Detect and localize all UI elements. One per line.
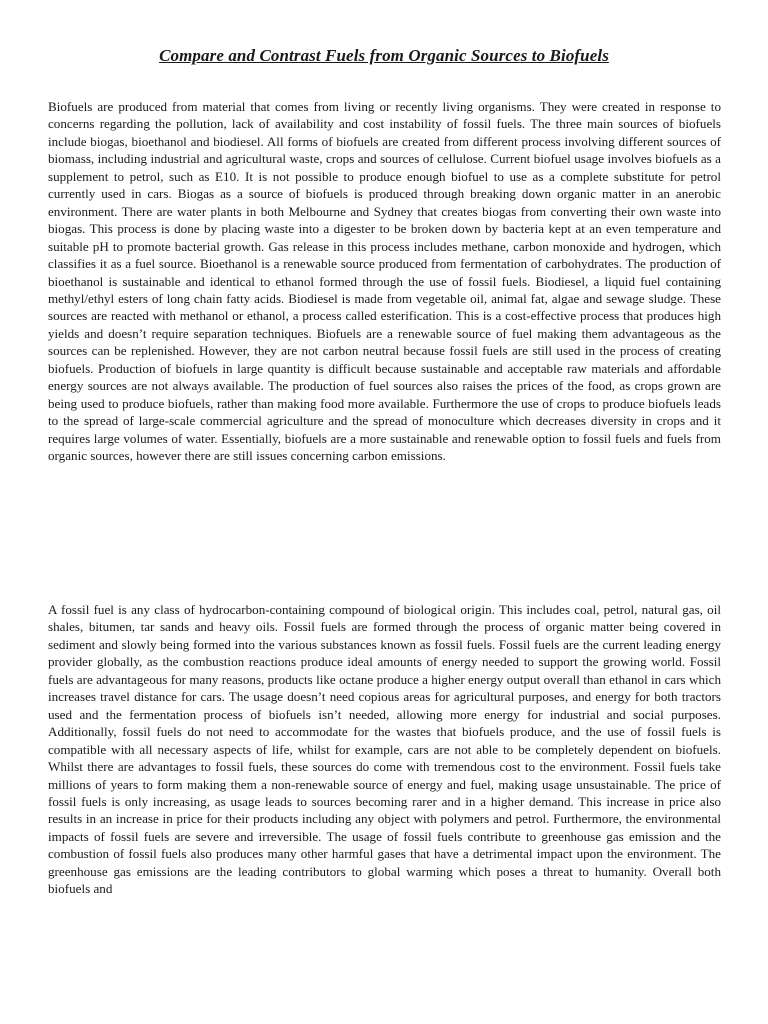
document-title: Compare and Contrast Fuels from Organic Sources to Biofuels	[159, 46, 609, 65]
paragraph-biofuels: Biofuels are produced from material that comes from living or recently living organisms. They were created in response to concerns regarding the pollution, lack of availability and cost instability of fossil fuels. The three main sources of biofuels include biogas, bioethanol and biodiesel. All forms of biofuels are created from different process involving different sources of biomass, including industrial and agricultural waste, crops and sources of cellulose. Current biofuel usage involves biofuels as a supplement to petrol, such as E10. It is not possible to produce enough biofuel to use as a complete substitute for petrol currently used in cars. Biogas as a source of biofuels is produced through breaking down organic matter in an anerobic environment. There are water plants in both Melbourne and Sydney that creates biogas from converting their own waste into biogas. This process is done by placing waste into a digester to be broken down by bacteria kept at an even temperature and suitable pH to promote bacterial growth. Gas release in this process includes methane, carbon monoxide and hydrogen, which classifies it as a fuel source. Bioethanol is a renewable source produced from fermentation of carbohydrates. The production of bioethanol is sustainable and identical to ethanol formed through the use of fossil fuels. Biodiesel, a liquid fuel containing methyl/ethyl esters of long chain fatty acids. Biodiesel is made from vegetable oil, animal fat, algae and sewage sludge. These sources are reacted with methanol or ethanol, a process called esterification. This is a cost-effective process that produces high yields and doesn’t require separation techniques. Biofuels are a renewable source of fuel making them advantageous as the sources can be replenished. However, they are not carbon neutral because fossil fuels are still used in the process of creating biofuels. Production of biofuels in large quantity is difficult because sustainable and acceptable raw materials and affordable energy sources are not always available. The production of fuel sources also raises the prices of the food, as crops grown are being used to produce biofuels, rather than making food more available. Furthermore the use of crops to produce biofuels leads to the spread of large-scale commercial agriculture and the spread of monoculture which decreases diversity in crops and it requires large volumes of water. Essentially, biofuels are a more sustainable and renewable option to fossil fuels and fuels from organic sources, however there are still issues concerning carbon emissions.	[48, 99, 721, 464]
paragraph-fossil-fuels: A fossil fuel is any class of hydrocarbon-containing compound of biological origin. This includes coal, petrol, natural gas, oil shales, bitumen, tar sands and heavy oils. Fossil fuels are formed through the process of organic matter being covered in sediment and slowly being formed into the various substances known as fossil fuels. Fossil fuels are the current leading energy provider globally, as the combustion reactions produce ideal amounts of energy needed to support the growing world. Fossil fuels are advantageous for many reasons, products like octane produce a higher energy output overall than ethanol in cars which increases travel distance for cars. The usage doesn’t need copious areas for agricultural purposes, and energy for both tractors used and the fermentation process of biofuels isn’t needed, allowing more energy for industrial and social purposes. Additionally, fossil fuels do not need to accommodate for the wastes that biofuels produce, and the use of fossil fuels is compatible with all necessary aspects of life, whilst for example, cars are not able to be completely dependent on biofuels. Whilst there are advantages to fossil fuels, these sources do come with tremendous cost to the environment. Fossil fuels take millions of years to form making them a non-renewable source of energy and fuel, making usage unsustainable. The price of fossil fuels is only increasing, as usage leads to sources becoming rarer and in a higher demand. This increase in price also results in an increase in price for their products including any object with polymers and petrol. Furthermore, the environmental impacts of fossil fuels are severe and irreversible. The usage of fossil fuels contribute to greenhouse gas emission and the combustion of fossil fuels also produces many other harmful gases that have a detrimental impact upon the environment. The greenhouse gas emissions are the leading contributors to global warming which poses a threat to humanity. Overall both biofuels and	[48, 602, 721, 897]
